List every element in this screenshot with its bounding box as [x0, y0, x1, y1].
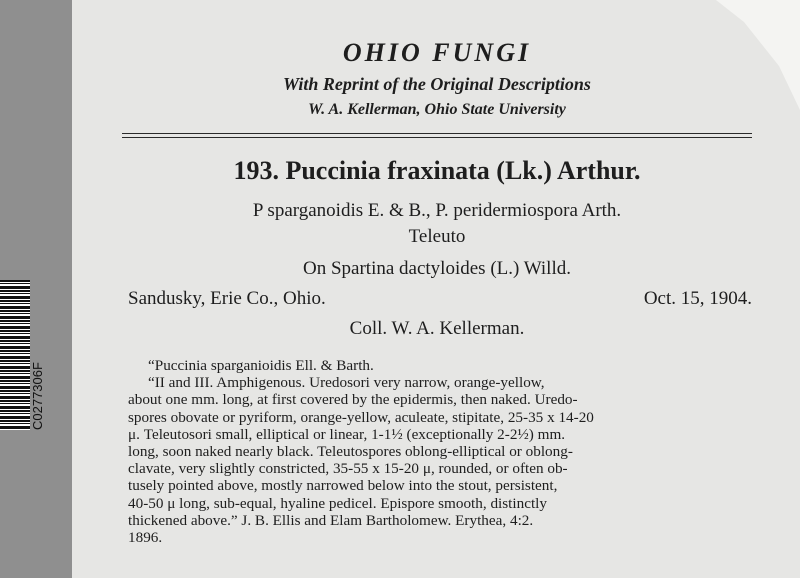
series-title: OHIO FUNGI: [342, 38, 532, 67]
description-line: tusely pointed above, mostly narrowed below into the stout, persistent,: [128, 477, 558, 495]
collection-date: Oct. 15, 1904.: [643, 288, 752, 309]
description-line: about one mm. long, at first covered by the epidermis, then naked. Uredo-: [128, 391, 578, 409]
series-subtitle: With Reprint of the Original Descriptions: [283, 74, 591, 94]
collector: Coll. W. A. Kellerman.: [349, 318, 525, 339]
divider-rule: [122, 133, 752, 134]
description-line: thickened above.” J. B. Ellis and Elam Bartholomew. Erythea, 4:2.: [128, 511, 534, 529]
description-line: “II and III. Amphigenous. Uredosori very narrow, orange-yellow,: [148, 374, 545, 392]
description-line: long, soon naked nearly black. Teleutospores oblong-elliptical or oblong-: [128, 443, 573, 461]
barcode: [0, 280, 30, 430]
divider-rule-secondary: [122, 137, 752, 138]
description-line: 1896.: [128, 529, 163, 547]
description-line: spores obovate or pyriform, orange-yellow, aculeate, stipitate, 25-35 x 14-20: [128, 408, 594, 426]
description-line: “Puccinia sparganioidis Ell. & Barth.: [148, 357, 374, 374]
series-author: W. A. Kellerman, Ohio State University: [308, 101, 566, 118]
label-header: [122, 38, 752, 119]
species-heading: 193. Puccinia fraxinata (Lk.) Arthur.: [233, 156, 641, 185]
original-description: [128, 357, 754, 546]
spore-stage: Teleuto: [408, 226, 466, 247]
description-line: clavate, very slightly constricted, 35-55 x 15-20 μ, rounded, or often ob-: [128, 460, 568, 478]
description-line: μ. Teleutosori small, elliptical or linear, 1-1½ (exceptionally 2-2½) mm.: [128, 425, 566, 443]
host-plant: On Spartina dactyloides (L.) Willd.: [303, 258, 571, 279]
barcode-number: C0277306F: [30, 362, 45, 430]
description-line: 40-50 μ long, sub-equal, hyaline pedicel. Epispore smooth, distinctly: [128, 494, 547, 512]
synonyms: P sparganoidis E. & B., P. peridermiospora Arth.: [252, 200, 622, 221]
locality: Sandusky, Erie Co., Ohio.: [128, 288, 326, 309]
